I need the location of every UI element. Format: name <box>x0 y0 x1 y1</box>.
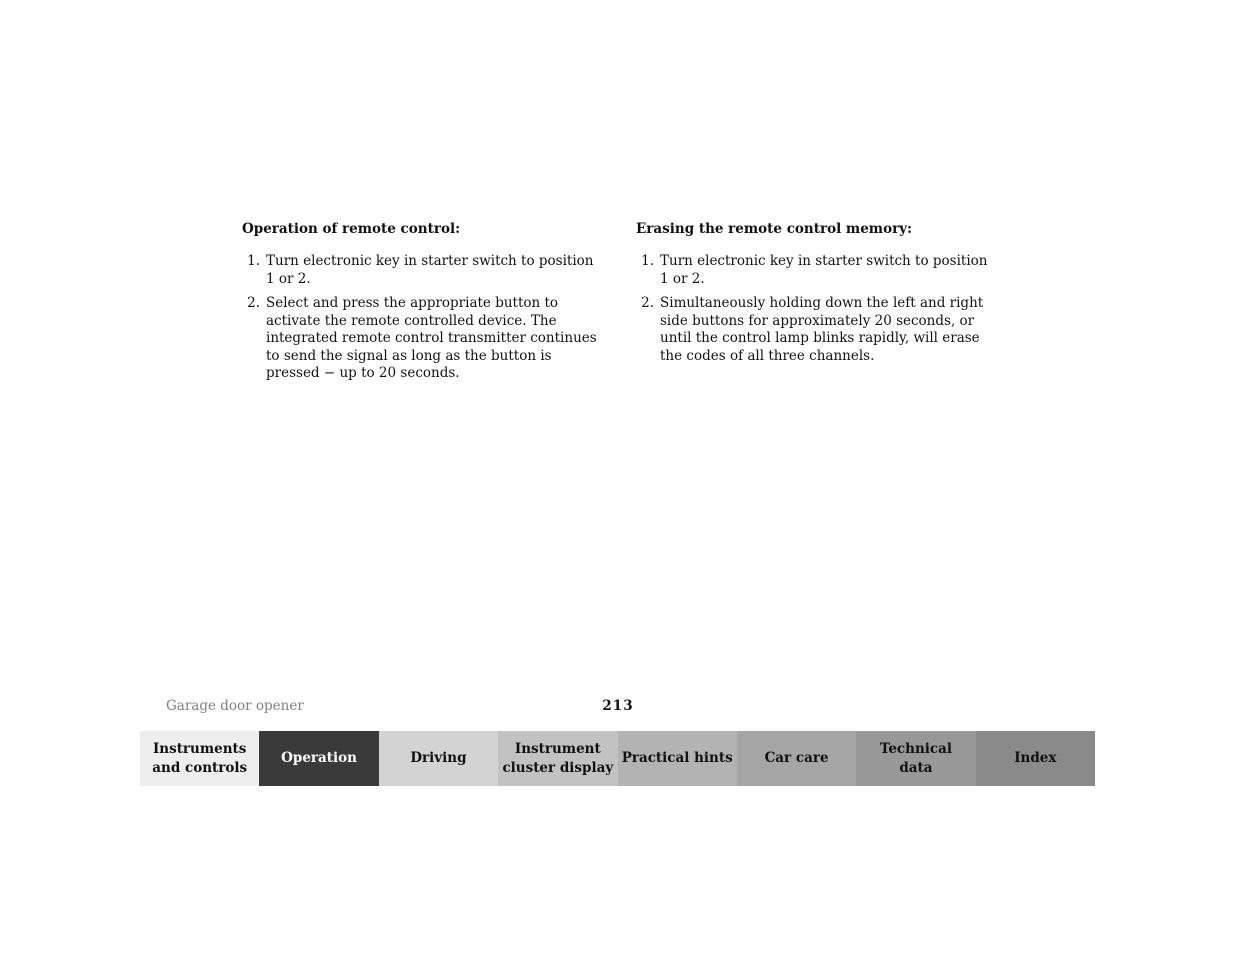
tab-instrument-cluster-display[interactable]: Instrument cluster display <box>498 731 617 786</box>
tab-instruments-and-controls[interactable]: Instruments and controls <box>140 731 259 786</box>
section-heading: Erasing the remote control memory: <box>636 221 913 237</box>
step-number: 2. <box>247 295 260 311</box>
list-item <box>636 295 996 365</box>
step-text: Simultaneously holding down the left and right side buttons for approximately 20 seconds, or until the control lamp blinks rapidly, will erase the codes of all three channels. <box>660 295 984 364</box>
tab-index[interactable]: Index <box>976 731 1095 786</box>
step-list <box>242 253 602 383</box>
tab-practical-hints[interactable]: Practical hints <box>618 731 737 786</box>
right-column <box>636 220 996 372</box>
step-text: Turn electronic key in starter switch to position 1 or 2. <box>660 253 988 287</box>
step-list <box>636 253 996 365</box>
page-section-title: Garage door opener <box>166 698 304 714</box>
list-item <box>242 253 602 288</box>
list-item <box>242 295 602 383</box>
tab-driving[interactable]: Driving <box>379 731 498 786</box>
tab-operation[interactable]: Operation <box>259 731 378 786</box>
chapter-tab-bar <box>140 731 1095 786</box>
tab-car-care[interactable]: Car care <box>737 731 856 786</box>
page-number: 213 <box>602 698 634 714</box>
step-number: 2. <box>641 295 654 311</box>
step-text: Select and press the appropriate button to activate the remote controlled device. The integrated remote control transmitter continues to send the signal as long as the button is pressed − up to 20 seconds. <box>266 295 597 381</box>
tab-technical-data[interactable]: Technical data <box>856 731 975 786</box>
left-column <box>242 220 602 390</box>
list-item <box>636 253 996 288</box>
section-heading: Operation of remote control: <box>242 221 461 237</box>
step-text: Turn electronic key in starter switch to position 1 or 2. <box>266 253 594 287</box>
step-number: 1. <box>641 253 654 269</box>
step-number: 1. <box>247 253 260 269</box>
